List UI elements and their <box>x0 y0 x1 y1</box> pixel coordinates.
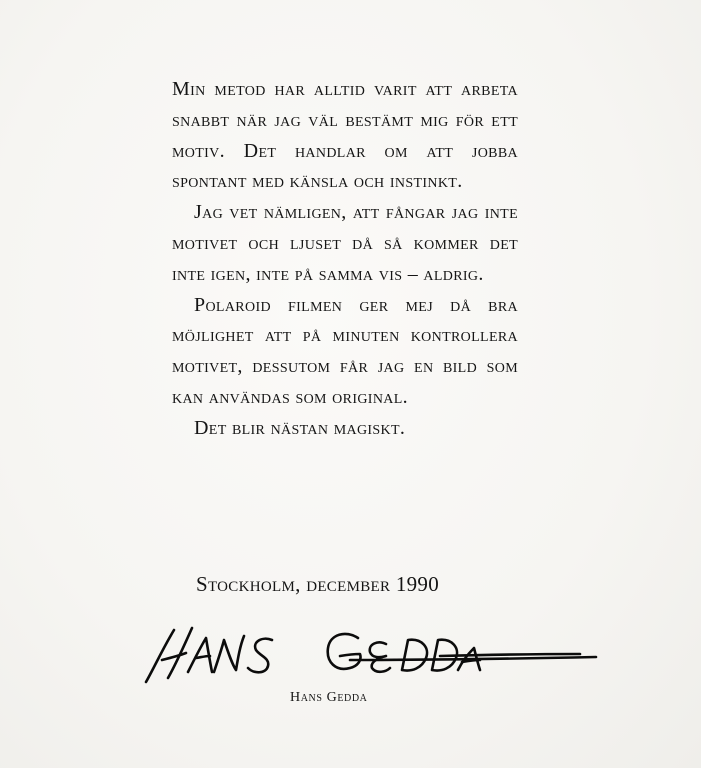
place-date: Stockholm, december 1990 <box>196 572 440 596</box>
paragraph-1: Min metod har alltid varit att arbeta snabbt när jag väl bestämt mig för ett motiv. Det handlar om att jobba spontant med känsla och instinkt. <box>172 78 518 193</box>
paragraph-4: Det blir nästan magiskt. <box>194 416 406 439</box>
paragraph-2: Jag vet nämligen, att fångar jag inte motivet och ljuset då så kommer det inte igen, inte på samma vis – aldrig. <box>172 201 518 285</box>
signature-drawing <box>140 620 600 690</box>
signer-name: Hans Gedda <box>290 690 368 705</box>
handwritten-signature <box>140 620 600 690</box>
paragraph-3: Polaroid filmen ger mej då bra möjlighet att på minuten kontrollera motivet, dessutom får jag en bild som kan användas som original. <box>172 293 518 408</box>
statement-text <box>172 74 518 444</box>
